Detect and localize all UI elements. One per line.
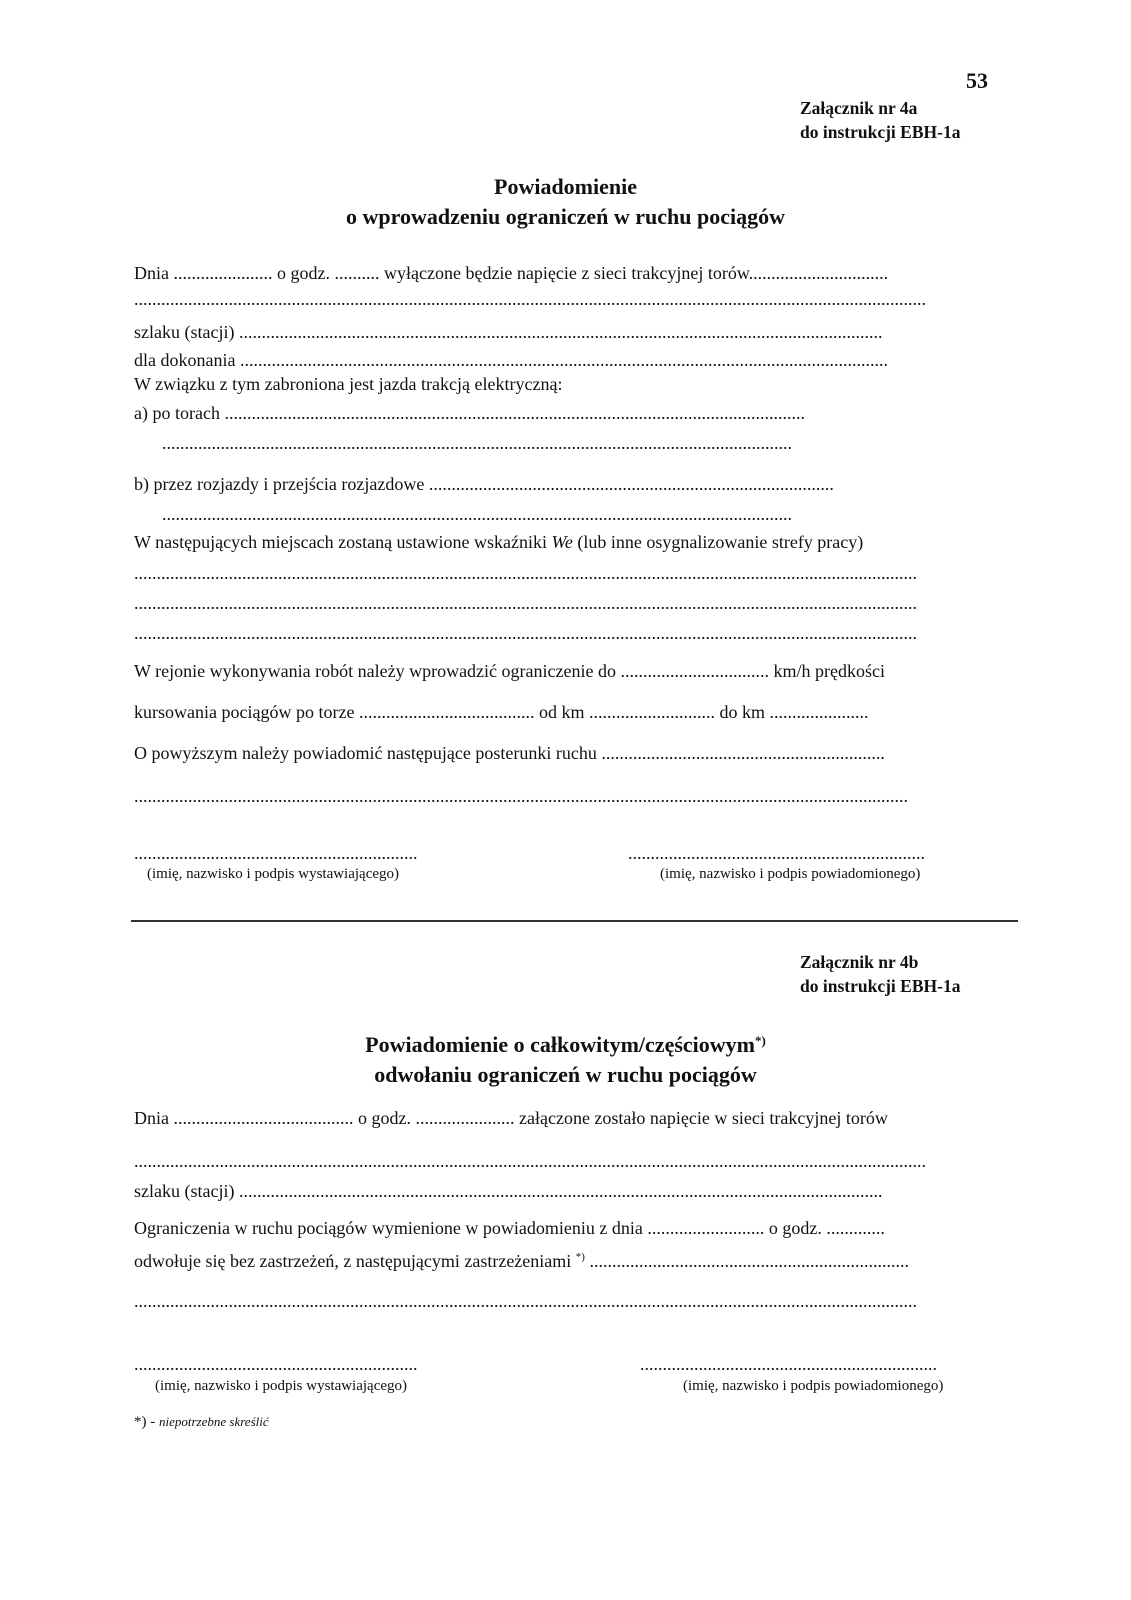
form-a-tracks-a-line	[134, 402, 1014, 424]
label-dnia-b: Dnia	[134, 1108, 169, 1128]
label-voltage-off: wyłączone będzie napięcie z sieci trakcyjnej torów	[384, 263, 749, 283]
field-notify-posts-cont[interactable]: ............................................................................................................................................................................	[134, 786, 908, 806]
footnote	[134, 1414, 269, 1431]
ref-text: Ograniczenia w ruchu pociągów wymienione w powiadomieniu z dnia	[134, 1218, 643, 1238]
field-reservations[interactable]: .......................................................................	[589, 1251, 909, 1271]
field-we-3[interactable]: ..............................................................................................................................................................................	[134, 623, 917, 643]
field-ref-time[interactable]: .............	[826, 1218, 885, 1238]
form-a-speed-line	[134, 660, 1014, 682]
speed-text-before: W rejonie wykonywania robót należy wprowadzić ograniczenie do	[134, 661, 616, 681]
form-b-title-line1	[0, 1030, 1131, 1060]
signature-notified-a[interactable]: ..................................................................	[628, 843, 925, 863]
label-dla-dokonania: dla dokonania	[134, 350, 236, 370]
label-godz: o godz.	[277, 263, 330, 283]
form-b-title-line1-text: Powiadomienie o całkowitym/częściowym	[365, 1032, 755, 1057]
label-a-tracks: a) po torach	[134, 403, 220, 423]
label-ref-godz: o godz.	[768, 1218, 822, 1238]
field-reservations-cont[interactable]: ..............................................................................................................................................................................	[134, 1291, 917, 1311]
annex-a-sub: do instrukcji EBH-1a	[800, 122, 961, 142]
annex-a-label: Załącznik nr 4a	[800, 98, 918, 118]
section-divider	[131, 920, 1018, 922]
label-godz-b: o godz.	[358, 1108, 411, 1128]
form-a-title	[0, 172, 1131, 232]
field-b-switches-cont[interactable]: ............................................................................................................................................	[162, 504, 792, 524]
form-a-purpose-line	[134, 349, 1014, 371]
label-voltage-on: załączone zostało napięcie w sieci trakcyjnej torów	[519, 1108, 888, 1128]
signature-issuer-a[interactable]: ...............................................................	[134, 843, 418, 863]
annex-a-header	[800, 96, 960, 144]
field-time-b[interactable]: ......................	[415, 1108, 515, 1128]
field-speed-limit[interactable]: .................................	[620, 661, 769, 681]
field-purpose[interactable]: ................................................................................................................................................	[239, 350, 888, 370]
form-a-title-line1: Powiadomienie	[494, 174, 637, 199]
annex-b-sub: do instrukcji EBH-1a	[800, 976, 961, 996]
form-a-notify-line	[134, 742, 1014, 764]
signature-notified-a-caption: (imię, nazwisko i podpis powiadomionego)	[660, 866, 921, 882]
label-do-km: do km	[719, 702, 765, 722]
footnote-mark: *) -	[134, 1414, 156, 1430]
notify-text: O powyższym należy powiadomić następujące posterunki ruchu	[134, 743, 597, 763]
form-b-title	[0, 1030, 1131, 1090]
signature-issuer-b-caption: (imię, nazwisko i podpis wystawiającego)	[155, 1378, 408, 1394]
form-b-date-line	[134, 1107, 1014, 1129]
field-ref-date[interactable]: ..........................	[647, 1218, 765, 1238]
form-b-szlak-line	[134, 1180, 1014, 1202]
label-szlaku: szlaku (stacji)	[134, 322, 235, 342]
signature-notified-b-caption: (imię, nazwisko i podpis powiadomionego)	[683, 1378, 944, 1394]
field-a-tracks[interactable]: .................................................................................................................................	[224, 403, 805, 423]
field-a-tracks-cont[interactable]: ............................................................................................................................................	[162, 433, 792, 453]
speed-text-after: km/h prędkości	[773, 661, 885, 681]
field-km-from[interactable]: ............................	[588, 702, 715, 722]
field-notify-posts[interactable]: ...............................................................	[601, 743, 885, 763]
field-km-to[interactable]: ......................	[769, 702, 869, 722]
annex-b-header	[800, 950, 960, 998]
revoke-footnote-mark: *)	[575, 1251, 585, 1263]
form-a-title-line2: o wprowadzeniu ograniczeń w ruchu pociągów	[346, 204, 785, 229]
form-a-km-line	[134, 701, 1014, 723]
signature-notified-b[interactable]: ..................................................................	[640, 1354, 937, 1374]
field-time[interactable]: ..........	[334, 263, 380, 283]
form-a-date-line	[134, 262, 1014, 284]
we-italic: We	[551, 532, 573, 552]
form-b-title-footnote-mark: *)	[754, 1033, 766, 1048]
text-we-signs	[134, 531, 1014, 553]
field-tracks[interactable]: ...............................	[748, 263, 889, 283]
form-a-switches-line	[134, 473, 1014, 495]
we-text-after: (lub inne osygnalizowanie strefy pracy)	[577, 532, 864, 552]
field-track-no[interactable]: .......................................	[358, 702, 535, 722]
form-b-revoke-line	[134, 1246, 1014, 1272]
field-we-1[interactable]: ..............................................................................................................................................................................	[134, 563, 917, 583]
field-szlaku[interactable]: ...............................................................................................................................................	[238, 322, 883, 342]
page-number: 53	[966, 68, 988, 93]
annex-b-label: Załącznik nr 4b	[800, 952, 919, 972]
signature-issuer-b[interactable]: ...............................................................	[134, 1354, 418, 1374]
label-b-switches: b) przez rozjazdy i przejścia rozjazdowe	[134, 474, 425, 494]
label-szlaku-b: szlaku (stacji)	[134, 1181, 235, 1201]
signature-issuer-a-caption: (imię, nazwisko i podpis wystawiającego)	[147, 866, 400, 882]
field-date[interactable]: ......................	[173, 263, 273, 283]
field-tracks-cont[interactable]: ................................................................................................................................................................................	[134, 289, 926, 309]
field-szlaku-b[interactable]: ...............................................................................................................................................	[238, 1181, 883, 1201]
field-we-2[interactable]: ..............................................................................................................................................................................	[134, 593, 917, 613]
label-od-km: od km	[538, 702, 585, 722]
form-b-title-line2: odwołaniu ograniczeń w ruchu pociągów	[374, 1062, 757, 1087]
field-date-b[interactable]: ........................................	[173, 1108, 354, 1128]
form-b-ref-line	[134, 1217, 1014, 1239]
form-a-szlak-line	[134, 321, 1014, 343]
we-text-before: W następujących miejscach zostaną ustawione wskaźniki	[134, 532, 548, 552]
field-tracks-b[interactable]: ................................................................................................................................................................................	[134, 1151, 926, 1171]
kurs-text: kursowania pociągów po torze	[134, 702, 355, 722]
footnote-text: niepotrzebne skreślić	[159, 1414, 269, 1429]
field-b-switches[interactable]: ..........................................................................................	[428, 474, 834, 494]
text-prohibition: W związku z tym zabroniona jest jazda trakcją elektryczną:	[134, 374, 563, 394]
label-dnia: Dnia	[134, 263, 169, 283]
revoke-text: odwołuje się bez zastrzeżeń, z następującymi zastrzeżeniami	[134, 1251, 572, 1271]
